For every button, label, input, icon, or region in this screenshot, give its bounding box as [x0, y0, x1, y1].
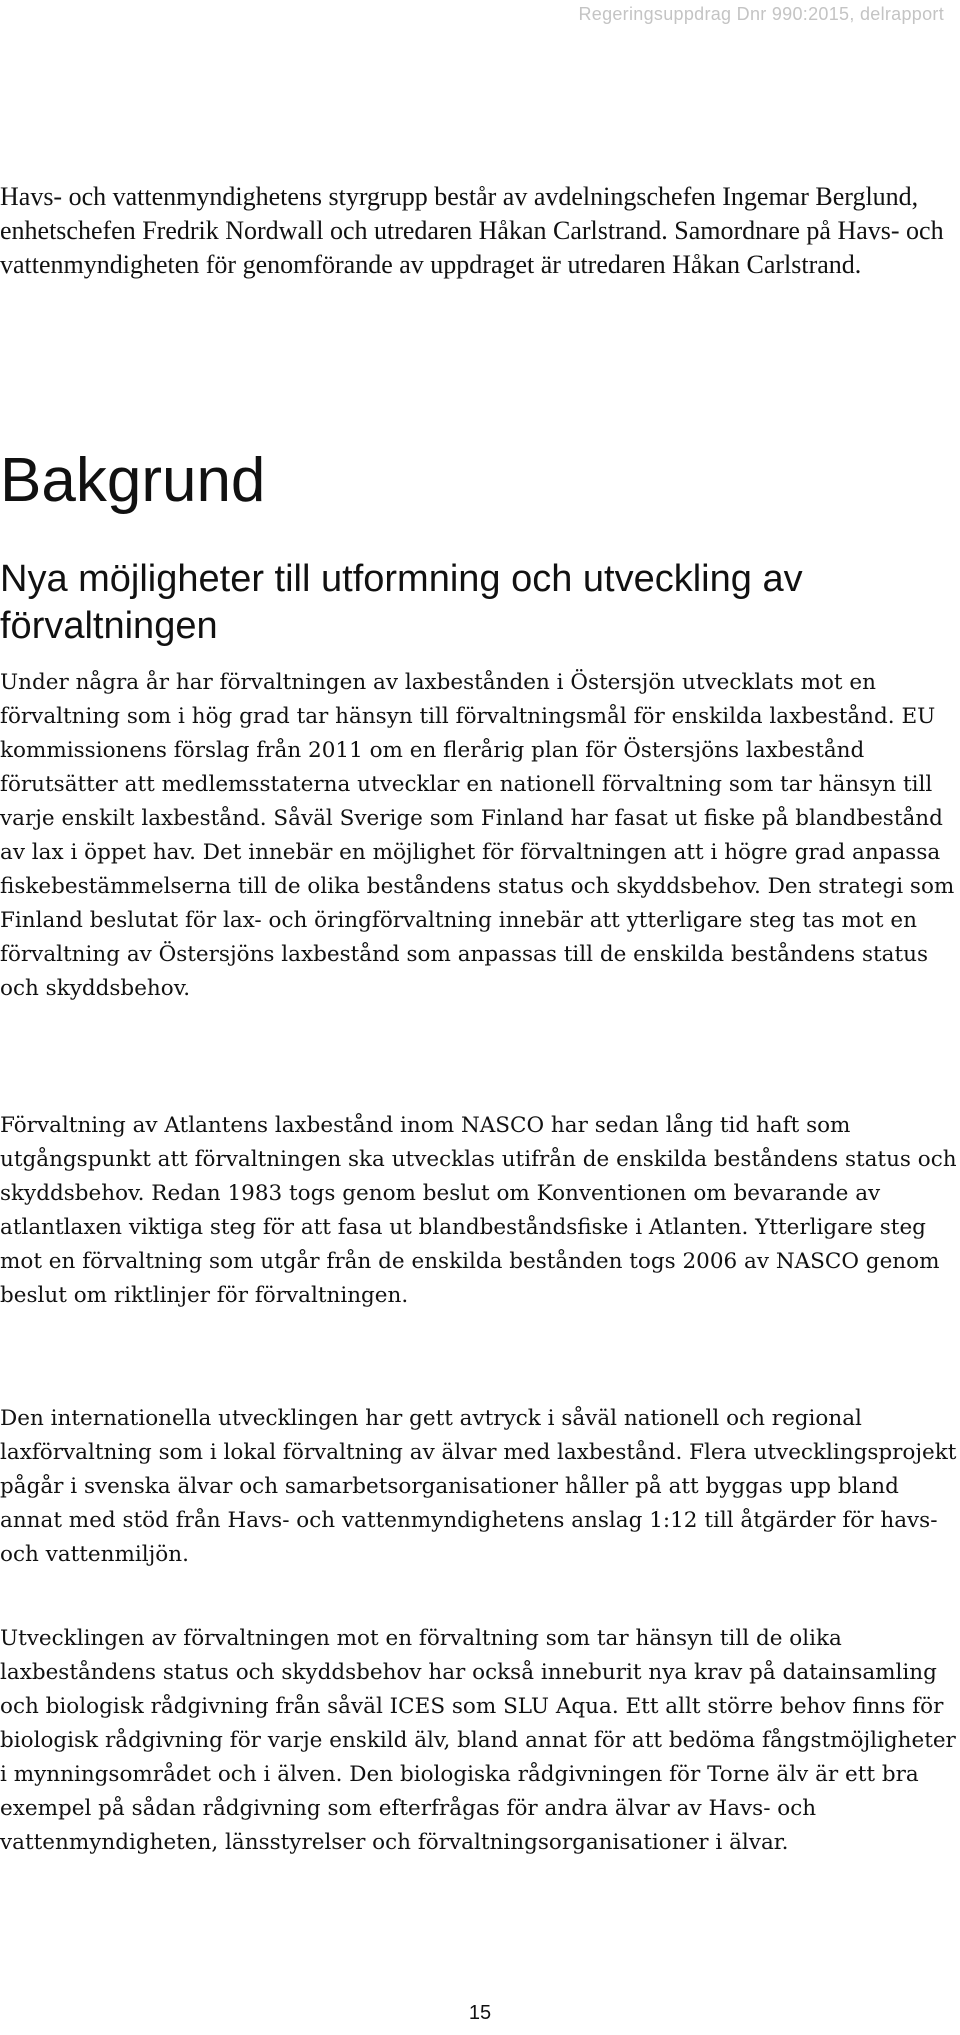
section-heading: Bakgrund [0, 446, 266, 515]
section-subheading: Nya möjligheter till utformning och utveckling av förvaltningen [0, 558, 803, 647]
running-header: Regeringsuppdrag Dnr 990:2015, delrapport [578, 4, 944, 24]
page-number: 15 [468, 2002, 492, 2024]
body-paragraph: Utvecklingen av förvaltningen mot en förvaltning som tar hänsyn till de olika laxbeståndens status och skyddsbehov har också inneburit nya krav på datainsamling och biologisk rådgivning från såväl ICES som SLU Aqua. Ett allt större behov finns för biologisk rådgivning för varje enskild älv, bland annat för att bedöma fångstmöjligheter i mynningsområdet och i älven. Den biologiska rådgivningen för Torne älv är ett bra exempel på sådan rådgivning som efterfrågas för andra älvar av Havs- och vattenmyndigheten, länsstyrelser och förvaltningsorganisationer i älvar. [0, 1626, 956, 1855]
body-paragraph: Under några år har förvaltningen av laxbestånden i Östersjön utvecklats mot en förvaltning som i hög grad tar hänsyn till förvaltningsmål för enskilda laxbestånd. EU kommissionens förslag från 2011 om en flerårig plan för Östersjöns laxbestånd förutsätter att medlemsstaterna utvecklar en nationell förvaltning som tar hänsyn till varje enskilt laxbestånd. Såväl Sverige som Finland har fasat ut fiske på blandbestånd av lax i öppet hav. Det innebär en möjlighet för förvaltningen att i högre grad anpassa fiskebestämmelserna till de olika beståndens status och skyddsbehov. Den strategi som Finland beslutat för lax- och öringförvaltning innebär att ytterligare steg tas mot en förvaltning av Östersjöns laxbestånd som anpassas till de enskilda beståndens status och skyddsbehov. [0, 670, 955, 1001]
body-paragraph: Förvaltning av Atlantens laxbestånd inom NASCO har sedan lång tid haft som utgångspunkt att förvaltningen ska utvecklas utifrån de enskilda beståndens status och skyddsbehov. Redan 1983 togs genom beslut om Konventionen om bevarande av atlantlaxen viktiga steg för att fasa ut blandbeståndsfiske i Atlanten. Ytterligare steg mot en förvaltning som utgår från de enskilda bestånden togs 2006 av NASCO genom beslut om riktlinjer för förvaltningen. [0, 1113, 957, 1308]
body-paragraph: Den internationella utvecklingen har gett avtryck i såväl nationell och regional laxförvaltning som i lokal förvaltning av älvar med laxbestånd. Flera utvecklingsprojekt pågår i svenska älvar och samarbetsorganisationer håller på att byggas upp bland annat med stöd från Havs- och vattenmyndighetens anslag 1:12 till åtgärder för havs- och vattenmiljön. [0, 1406, 957, 1567]
intro-paragraph: Havs- och vattenmyndighetens styrgrupp består av avdelningschefen Ingemar Berglund, enhetschefen Fredrik Nordwall och utredaren Håkan Carlstrand. Samordnare på Havs- och vattenmyndigheten för genomförande av uppdraget är utredaren Håkan Carlstrand. [0, 182, 944, 279]
